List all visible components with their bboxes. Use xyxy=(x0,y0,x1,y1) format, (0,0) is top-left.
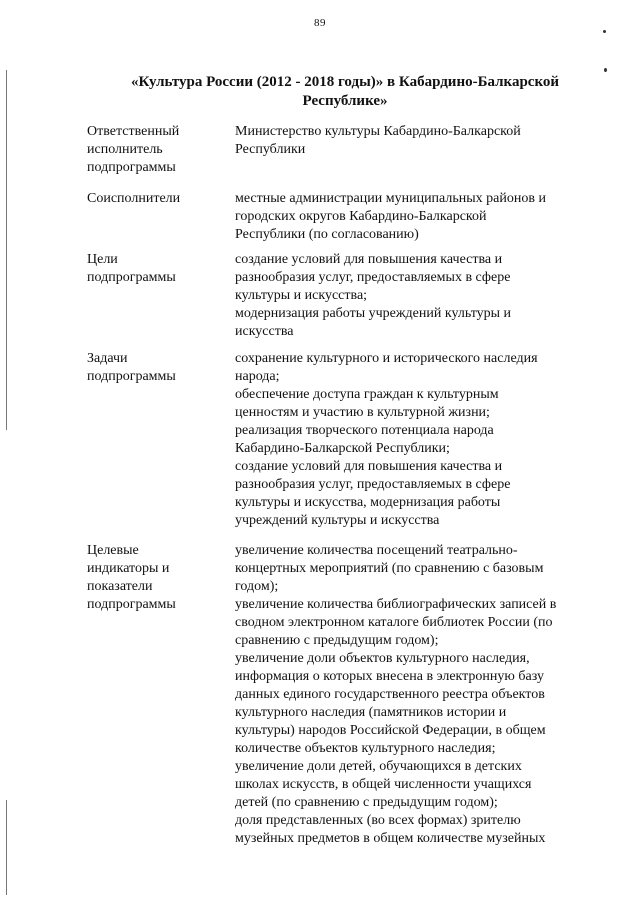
label-line: Целевые xyxy=(87,543,139,558)
value-line: Министерство культуры Кабардино-Балкарской xyxy=(235,124,521,139)
label-line: показатели xyxy=(87,579,153,594)
value-line: культурного наследия (памятников истории и xyxy=(235,705,507,720)
label-line: Соисполнители xyxy=(87,191,181,206)
row-value xyxy=(235,542,590,848)
label-line: Цели xyxy=(87,252,118,267)
value-line: Кабардино-Балкарской Республики; xyxy=(235,441,450,456)
value-line: создание условий для повышения качества и xyxy=(235,252,503,267)
row-label xyxy=(87,123,217,177)
row-label xyxy=(87,542,217,614)
row-value xyxy=(235,251,590,341)
value-line: концертных мероприятий (по сравнению с базовым xyxy=(235,561,544,576)
scan-speck xyxy=(603,30,606,33)
value-line: обеспечение доступа граждан к культурным xyxy=(235,387,499,402)
value-line: детей (по сравнению с предыдущим годом); xyxy=(235,795,498,810)
value-line: разнообразия услуг, предоставляемых в сфере xyxy=(235,270,511,285)
value-line: модернизация работы учреждений культуры и xyxy=(235,306,512,321)
value-line: Республики xyxy=(235,142,306,157)
row-label xyxy=(87,251,217,287)
title-line: «Культура России (2012 - 2018 годы)» в Кабардино-Балкарской xyxy=(130,74,560,90)
value-line: данных единого государственного реестра объектов xyxy=(235,687,545,702)
value-line: ценностям и участию в культурной жизни; xyxy=(235,405,490,420)
value-line: доля представленных (во всех формах) зрителю xyxy=(235,813,521,828)
row-label xyxy=(87,190,217,208)
value-line: музейных предметов в общем количестве музейных xyxy=(235,831,546,846)
value-line: увеличение доли объектов культурного наследия, xyxy=(235,651,530,666)
label-line: подпрограммы xyxy=(87,160,176,175)
value-line: увеличение количества библиографических записей в xyxy=(235,597,557,612)
value-line: культуры и искусства; xyxy=(235,288,368,303)
value-line: сводном электронном каталоге библиотек России (по xyxy=(235,615,553,630)
value-line: городских округов Кабардино-Балкарской xyxy=(235,209,487,224)
value-line: информация о которых внесена в электронную базу xyxy=(235,669,544,684)
label-line: Ответственный xyxy=(87,124,180,139)
value-line: местные администрации муниципальных районов и xyxy=(235,191,546,206)
page-number: 89 xyxy=(314,17,326,29)
scan-speck xyxy=(604,68,607,72)
value-line: школах искусств, в общей численности учащихся xyxy=(235,777,532,792)
value-line: реализация творческого потенциала народа xyxy=(235,423,494,438)
label-line: подпрограммы xyxy=(87,597,176,612)
scan-edge-line xyxy=(6,70,7,430)
row-value xyxy=(235,123,590,159)
title-line: Республике» xyxy=(302,93,388,109)
value-line: годом); xyxy=(235,579,279,594)
label-line: индикаторы и xyxy=(87,561,170,576)
value-line: искусства xyxy=(235,324,294,339)
value-line: разнообразия услуг, предоставляемых в сфере xyxy=(235,477,511,492)
label-line: подпрограммы xyxy=(87,270,176,285)
value-line: культуры и искусства, модернизация работы xyxy=(235,495,501,510)
label-line: подпрограммы xyxy=(87,369,176,384)
value-line: Республики (по согласованию) xyxy=(235,227,419,242)
document-title xyxy=(120,73,570,111)
value-line: учреждений культуры и искусства xyxy=(235,513,440,528)
value-line: увеличение количества посещений театрально- xyxy=(235,543,518,558)
value-line: сохранение культурного и исторического наследия xyxy=(235,351,538,366)
scan-edge-line xyxy=(6,800,7,895)
value-line: сравнению с предыдущим годом); xyxy=(235,633,439,648)
value-line: увеличение доли детей, обучающихся в детских xyxy=(235,759,522,774)
row-label xyxy=(87,350,217,386)
value-line: народа; xyxy=(235,369,280,384)
value-line: культуры) народов Российской Федерации, в общем xyxy=(235,723,546,738)
row-value xyxy=(235,350,590,530)
value-line: количестве объектов культурного наследия; xyxy=(235,741,496,756)
value-line: создание условий для повышения качества и xyxy=(235,459,503,474)
label-line: Задачи xyxy=(87,351,128,366)
label-line: исполнитель xyxy=(87,142,163,157)
row-value xyxy=(235,190,590,244)
